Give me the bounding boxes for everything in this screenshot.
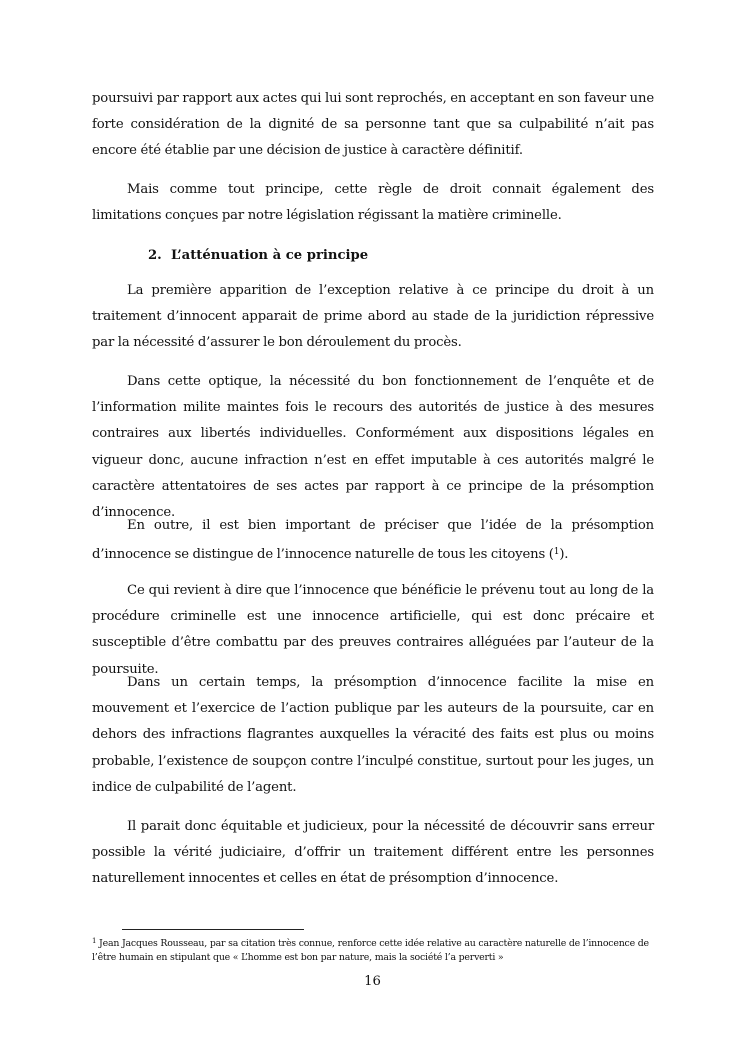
paragraph-equitable: Il parait donc équitable et judicieux, pour la nécessité de découvrir sans erreur possible la vérité judiciaire, d’offrir un traitement différent entre les personnes naturellement innocentes et celles en état de présomption d’innocence. [92, 819, 654, 887]
paragraph-optique: Dans cette optique, la nécessité du bon fonctionnement de l’enquête et de l’information milite maintes fois le recours des autorités de justice à des mesures contraires aux libertés individuelles. Conformément aux dispositions légales en vigueur donc, aucune infraction n’est en effet imputable à ces autorités malgré le caractère attentatoires de ses actes par rapport à ce principe de la présomption d’innocence. [92, 374, 654, 521]
paragraph-continuation: poursuivi par rapport aux actes qui lui sont reprochés, en acceptant en son faveur une forte considération de la dignité de sa personne tant que sa culpabilité n’ait pas encore été établie par une décision de justice à caractère définitif. [92, 91, 654, 159]
paragraph-certain-temps: Dans un certain temps, la présomption d’innocence facilite la mise en mouvement et l’exercice de l’action publique par les auteurs de la poursuite, car en dehors des infractions flagrantes auxquelles la véracité des faits est plus ou moins probable, l’existence de soupçon contre l’inculpé constitue, surtout pour les juges, un indice de culpabilité de l’agent. [92, 675, 654, 795]
footnote-separator [122, 929, 304, 930]
section-heading [148, 244, 368, 268]
section-heading-title: L’atténuation à ce principe [170, 248, 369, 263]
footnote-text: Jean Jacques Rousseau, par sa citation très connue, renforce cette idée relative au caractère naturelle de l’innocence de l’être humain en stipulant que « L’homme est bon par nature, mais la société l’a perverti » [92, 938, 649, 963]
footnote [92, 935, 654, 964]
footnote-number: 1 [92, 937, 97, 945]
section-heading-number: 2. [148, 248, 162, 263]
paragraph-en-outre-text: En outre, il est bien important de préciser que l’idée de la présomption d’innocence se distingue de l’innocence naturelle de tous les citoyens ( [92, 518, 654, 563]
paragraph-ce-qui-revient: Ce qui revient à dire que l’innocence que bénéficie le prévenu tout au long de la procédure criminelle est une innocence artificielle, qui est donc précaire et susceptible d’être combattu par des preuves contraires alléguées par l’auteur de la poursuite. [92, 583, 654, 677]
footnote-reference[interactable]: 1 [553, 547, 560, 558]
paragraph-en-outre-closing: ). [559, 547, 569, 563]
paragraph-first-exception: La première apparition de l’exception relative à ce principe du droit à un traitement d’innocent apparait de prime abord au stade de la juridiction répressive par la nécessité d’assurer le bon déroulement du procès. [92, 283, 654, 351]
page-number: 16 [364, 974, 381, 989]
paragraph-limitations: Mais comme tout principe, cette règle de droit connait également des limitations conçues par notre législation régissant la matière criminelle. [92, 182, 654, 224]
paragraph-en-outre [92, 513, 654, 568]
